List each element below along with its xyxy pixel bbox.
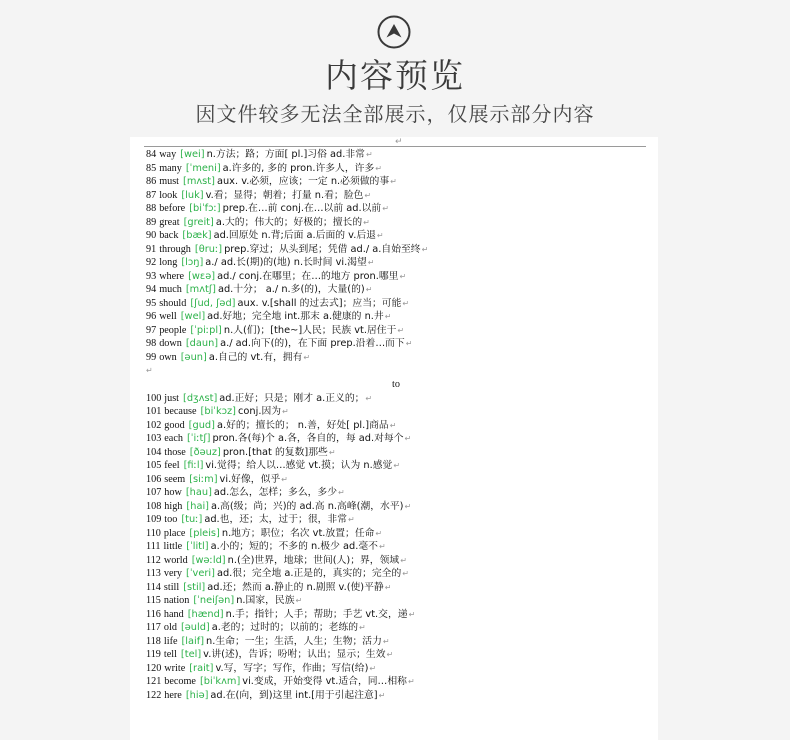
entry-word: nation — [163, 595, 190, 606]
entry-word: should — [159, 297, 187, 309]
page-subtitle: 因文件较多无法全部展示，仅展示部分内容 — [195, 102, 595, 126]
vocab-row — [146, 202, 656, 216]
entry-phonetic: [luk] — [181, 189, 204, 201]
entry-word: well — [159, 311, 177, 322]
entry-phonetic: [daun] — [185, 338, 219, 349]
vocab-row — [146, 175, 656, 189]
entry-phonetic: [rait] — [189, 662, 214, 674]
entry-word: down — [159, 338, 182, 349]
vocab-row — [146, 351, 656, 365]
entry-word: write — [164, 662, 186, 674]
entry-number: 110 — [146, 527, 161, 539]
entry-number: 96 — [146, 311, 157, 322]
entry-definition: a.大的；伟大的；好极的；擅长的 — [215, 216, 363, 228]
entry-number: 87 — [146, 189, 157, 201]
vocab-row — [146, 513, 656, 527]
paragraph-mark: ↵ — [384, 312, 392, 321]
paragraph-mark: ↵ — [382, 204, 389, 213]
entry-word: good — [164, 419, 185, 431]
entry-number: 116 — [146, 608, 161, 620]
vocab-row — [146, 243, 656, 257]
entry-definition: aux. v.[shall 的过去式]；应当；可能 — [237, 297, 402, 309]
entry-definition: a.好的；擅长的； n.善，好处[ pl.]商品 — [216, 419, 389, 431]
entry-phonetic: [biˈkʌm] — [199, 676, 241, 687]
entry-definition: n.生命；一生；生活，人生；生物；活力 — [206, 635, 382, 647]
entry-word: too — [164, 514, 178, 525]
entry-number: 115 — [146, 595, 161, 606]
entry-word: way — [159, 149, 177, 160]
entry-number: 122 — [146, 689, 162, 701]
paragraph-mark: ↵ — [369, 663, 377, 673]
entry-definition: pron.各(每)个 a.各，各自的，每 ad.对每个 — [212, 433, 404, 444]
entry-definition: n.地方；职位；名次 vt.放置；任命 — [221, 527, 375, 539]
entry-phonetic: [tuː] — [181, 514, 203, 525]
entry-number: 100 — [146, 392, 162, 404]
entry-number: 85 — [146, 162, 157, 174]
entry-number: 89 — [146, 216, 157, 228]
entry-definition: ad.十分； a./ n.多(的)，大量(的) — [217, 284, 365, 295]
entry-number: 98 — [146, 338, 157, 349]
vocab-row — [146, 162, 656, 176]
entry-word: just — [164, 392, 180, 404]
entry-word: through — [159, 243, 191, 255]
paragraph-mark: ↵ — [282, 407, 289, 416]
vocab-row — [146, 405, 656, 419]
entry-phonetic: [hai] — [186, 500, 209, 512]
entry-word: seem — [164, 473, 186, 485]
vocab-row — [146, 689, 656, 703]
entry-definition: ad.好地；完全地 int.那末 a.健康的 n.井 — [207, 311, 384, 322]
entry-word: tell — [163, 649, 177, 660]
entry-word: here — [164, 689, 182, 701]
entry-word: people — [159, 324, 187, 336]
entry-word: great — [159, 216, 180, 228]
entry-phonetic: [fiːl] — [183, 460, 204, 471]
paragraph-mark: ↵ — [378, 690, 386, 700]
entry-word: hand — [163, 608, 184, 620]
paragraph-mark: ↵ — [407, 677, 415, 686]
entry-definition: ad.在(向，到)这里 int.[用于引起注意] — [210, 689, 378, 701]
entry-definition: conj.因为 — [238, 406, 282, 417]
entry-definition: a.自己的 vt.有，拥有 — [208, 351, 303, 363]
vocab-row — [146, 648, 656, 662]
entry-phonetic: [ðəuz] — [189, 446, 221, 458]
entry-phonetic: [ˈpiːpl] — [190, 324, 222, 336]
vocab-row — [146, 675, 656, 689]
entry-phonetic: [θruː] — [194, 243, 223, 255]
entry-phonetic: [ˈiːtʃ] — [186, 433, 211, 444]
paragraph-mark: ↵ — [397, 325, 405, 335]
entry-word: own — [159, 351, 177, 363]
entry-phonetic: [tel] — [180, 649, 202, 660]
entry-word: how — [164, 487, 182, 498]
paragraph-mark: ↵ — [365, 150, 373, 159]
entry-definition: ad.很；完全地 a.正是的，真实的；完全的 — [216, 568, 402, 579]
entry-word: life — [163, 635, 178, 647]
paragraph-mark: ↵ — [404, 434, 412, 443]
paragraph-mark: ↵ — [303, 352, 311, 362]
page-title: 内容预览 — [325, 56, 465, 95]
entry-definition: a.老的；过时的；以前的；老练的 — [211, 622, 359, 633]
entry-number: 103 — [146, 433, 162, 444]
entry-phonetic: [wei] — [180, 149, 205, 160]
entry-word: before — [159, 203, 186, 214]
entry-definition: prep.穿过；从头到尾；凭借 ad./ a.自始至终 — [224, 243, 421, 255]
entry-definition: a.许多的, 多的 pron.许多人，许多 — [222, 162, 375, 174]
paragraph-mark: ↵ — [405, 339, 413, 348]
entry-number: 90 — [146, 230, 157, 241]
paragraph-mark: ↵ — [328, 447, 336, 457]
entry-phonetic: [ˈmeni] — [185, 162, 221, 174]
entry-definition: a./ ad.向下(的)，在下面 prep.沿着…而下 — [220, 338, 405, 349]
entry-phonetic: [siːm] — [189, 473, 218, 485]
entry-number: 102 — [146, 419, 162, 431]
entry-number: 88 — [146, 203, 157, 214]
vocab-row — [146, 459, 656, 473]
entry-word: look — [159, 189, 178, 201]
blank-line: ↵ — [146, 366, 153, 375]
vocab-row — [146, 189, 656, 203]
paragraph-mark: ↵ — [375, 163, 382, 173]
entry-phonetic: [hau] — [185, 487, 212, 498]
entry-phonetic: [laif] — [181, 635, 205, 647]
entry-definition: n.方法；路；方面[ pl.]习俗 ad.非常 — [206, 149, 365, 160]
entry-phonetic: [hænd] — [187, 608, 224, 620]
vocab-row — [146, 540, 656, 554]
vocab-row — [146, 608, 656, 622]
entry-definition: vi.变成，开始变得 vt.适合，同…相称 — [242, 676, 407, 687]
entry-phonetic: [ˈlitl] — [186, 541, 209, 552]
paragraph-mark: ↵ — [281, 474, 288, 484]
entry-number: 104 — [146, 446, 162, 458]
entry-phonetic: [mʌst] — [183, 176, 215, 187]
entry-phonetic: [əun] — [180, 351, 207, 363]
vocab-row — [146, 500, 656, 514]
entry-phonetic: [biˈfɔː] — [189, 203, 221, 214]
entry-word: still — [163, 581, 180, 593]
paragraph-mark: ↵ — [402, 569, 409, 578]
entry-word: place — [163, 527, 186, 539]
entry-number: 117 — [146, 622, 161, 633]
paragraph-mark: ↵ — [375, 528, 383, 538]
vocab-row — [146, 229, 656, 243]
vocab-row — [146, 297, 656, 311]
paragraph-mark: ↵ — [399, 271, 407, 281]
entry-number: 93 — [146, 270, 157, 282]
entry-word: world — [163, 554, 188, 566]
chevron-up-circle-icon — [377, 15, 411, 49]
vocab-row — [146, 527, 656, 541]
entry-definition: n.人(们)；[the~]人民；民族 vt.居住于 — [223, 324, 397, 336]
entry-definition: n.国家，民族 — [236, 595, 295, 606]
entry-word: back — [159, 230, 179, 241]
paragraph-mark: ↵ — [363, 217, 370, 227]
paragraph-mark: ↵ — [338, 488, 345, 497]
vocab-row — [146, 581, 656, 595]
entry-definition: a.小的；短的；不多的 n.极少 ad.毫不 — [210, 541, 378, 552]
entry-definition: ad.也，还；太，过于；很，非常 — [204, 514, 348, 525]
entry-phonetic: [wel] — [180, 311, 206, 322]
entry-definition: a.高(级；尚；兴)的 ad.高 n.高峰(潮，水平) — [211, 500, 404, 512]
entry-definition: a./ ad.长(期)的(地) n.长时间 vi.渴望 — [205, 257, 367, 268]
paragraph-mark: ↵ — [386, 650, 394, 659]
vocab-row — [146, 270, 656, 284]
header-rule — [144, 146, 646, 147]
entry-number: 86 — [146, 176, 157, 187]
vocab-list — [146, 148, 656, 702]
paragraph-mark: ↵ — [359, 623, 366, 632]
entry-definition: ad.还；然而 a.静止的 n.剧照 v.(使)平静 — [207, 581, 384, 593]
vocab-row — [146, 554, 656, 568]
entry-number: 99 — [146, 351, 157, 363]
entry-phonetic: [ʃud, ʃəd] — [190, 297, 236, 309]
entry-phonetic: [ˈneiʃən] — [193, 595, 235, 606]
vocab-row — [146, 256, 656, 270]
paragraph-mark: ↵ — [365, 285, 373, 294]
vocab-row — [146, 621, 656, 635]
paragraph-mark: ↵ — [364, 190, 372, 200]
entry-definition: n.(全)世界，地球；世间(人)；界，领域 — [227, 554, 400, 566]
entry-number: 121 — [146, 676, 162, 687]
entry-word: high — [164, 500, 183, 512]
entry-definition: v.写，写字；写作，作曲；写信(给) — [215, 662, 369, 674]
entry-word: very — [163, 568, 183, 579]
entry-word: those — [164, 446, 186, 458]
vocab-row — [146, 324, 656, 338]
paragraph-mark: ↵ — [365, 393, 373, 403]
entry-definition: aux. v.必须，应该；一定 n.必须做的事 — [216, 176, 390, 187]
entry-phonetic: [gud] — [188, 419, 215, 431]
entry-phonetic: [dʒʌst] — [183, 392, 218, 404]
entry-word: little — [163, 541, 183, 552]
entry-number: 120 — [146, 662, 162, 674]
paragraph-mark: ↵ — [404, 501, 412, 511]
entry-definition: pron.[that 的复数]那些 — [222, 446, 328, 458]
entry-number: 84 — [146, 149, 157, 160]
paragraph-mark: ↵ — [389, 420, 397, 430]
entry-number: 118 — [146, 635, 161, 647]
vocab-row — [146, 419, 656, 433]
entry-phonetic: [pleis] — [189, 527, 220, 539]
document-preview — [130, 137, 658, 740]
paragraph-mark: ↵ — [382, 636, 390, 646]
entry-definition: vi.好像，似乎 — [219, 473, 281, 485]
entry-number: 119 — [146, 649, 161, 660]
vocab-row — [146, 662, 656, 676]
entry-phonetic: [mʌtʃ] — [185, 284, 216, 295]
vocab-row — [146, 446, 656, 460]
entry-phonetic: [lɔŋ] — [181, 257, 204, 268]
entry-number: 97 — [146, 324, 157, 336]
vocab-row — [146, 310, 656, 324]
entry-word: each — [164, 433, 183, 444]
entry-definition: n.手；指针；人手；帮助；手艺 vt.交，递 — [225, 608, 408, 620]
vocab-row — [146, 567, 656, 581]
entry-phonetic: [ˈveri] — [186, 568, 215, 579]
paragraph-mark: ↵ — [400, 555, 407, 565]
entry-definition: v.看；显得；朝着；打量 n.看；脸色 — [205, 189, 364, 201]
paragraph-mark: ↵ — [395, 137, 403, 147]
vocab-row — [146, 594, 656, 608]
vocab-row — [146, 635, 656, 649]
entry-word: old — [163, 622, 177, 633]
entry-number: 92 — [146, 257, 157, 268]
paragraph-mark: ↵ — [376, 231, 384, 240]
paragraph-mark: ↵ — [393, 461, 401, 470]
entry-number: 95 — [146, 297, 157, 309]
entry-definition: v.讲(述)，告诉；吩咐；认出；显示；生效 — [203, 649, 386, 660]
section-heading: to — [392, 378, 400, 390]
vocab-row — [146, 486, 656, 500]
entry-definition: ad.回原处 n.背;后面 a.后面的 v.后退 — [213, 230, 376, 241]
paragraph-mark: ↵ — [295, 596, 303, 605]
paragraph-mark: ↵ — [384, 582, 392, 592]
entry-number: 108 — [146, 500, 162, 512]
entry-definition: ad.正好；只是；刚才 a.正义的； — [219, 392, 365, 404]
entry-definition: prep.在…前 conj.在…以前 ad.以前 — [222, 203, 382, 214]
paragraph-mark: ↵ — [402, 298, 410, 308]
entry-word: much — [159, 284, 182, 295]
entry-number: 91 — [146, 243, 157, 255]
entry-word: must — [159, 176, 180, 187]
entry-word: become — [164, 676, 196, 687]
entry-phonetic: [stil] — [183, 581, 206, 593]
entry-word: because — [164, 406, 197, 417]
paragraph-mark: ↵ — [421, 244, 429, 254]
entry-word: many — [159, 162, 182, 174]
entry-number: 112 — [146, 554, 161, 566]
vocab-row — [146, 392, 656, 406]
entry-word: feel — [164, 460, 180, 471]
entry-number: 94 — [146, 284, 157, 295]
entry-definition: ad.怎么，怎样；多么，多少 — [213, 487, 338, 498]
entry-number: 106 — [146, 473, 162, 485]
entry-number: 107 — [146, 487, 162, 498]
entry-number: 114 — [146, 581, 161, 593]
paragraph-mark: ↵ — [390, 177, 397, 186]
vocab-row — [146, 432, 656, 446]
entry-phonetic: [biˈkɔz] — [200, 406, 237, 417]
entry-number: 111 — [146, 541, 161, 552]
entry-phonetic: [hiə] — [185, 689, 209, 701]
vocab-row — [146, 337, 656, 351]
vocab-row — [146, 473, 656, 487]
vocab-row — [146, 148, 656, 162]
entry-number: 113 — [146, 568, 161, 579]
entry-definition: vi.觉得；给人以…感觉 vt.摸；认为 n.感觉 — [205, 460, 393, 471]
vocab-row — [146, 283, 656, 297]
entry-phonetic: [wɛə] — [188, 270, 216, 282]
paragraph-mark: ↵ — [378, 542, 386, 551]
paragraph-mark: ↵ — [408, 609, 416, 619]
entry-phonetic: [bæk] — [182, 230, 212, 241]
entry-word: long — [159, 257, 178, 268]
entry-word: where — [159, 270, 185, 282]
entry-phonetic: [əuld] — [180, 622, 210, 633]
entry-number: 105 — [146, 460, 162, 471]
paragraph-mark: ↵ — [367, 258, 375, 267]
entry-number: 101 — [146, 406, 162, 417]
section-heading-line — [146, 378, 656, 392]
entry-phonetic: [wəːld] — [191, 554, 226, 566]
entry-number: 109 — [146, 514, 162, 525]
entry-phonetic: [greit] — [183, 216, 214, 228]
entry-definition: ad./ conj.在哪里；在…的地方 pron.哪里 — [217, 270, 399, 282]
vocab-row — [146, 216, 656, 230]
paragraph-mark: ↵ — [348, 515, 355, 524]
